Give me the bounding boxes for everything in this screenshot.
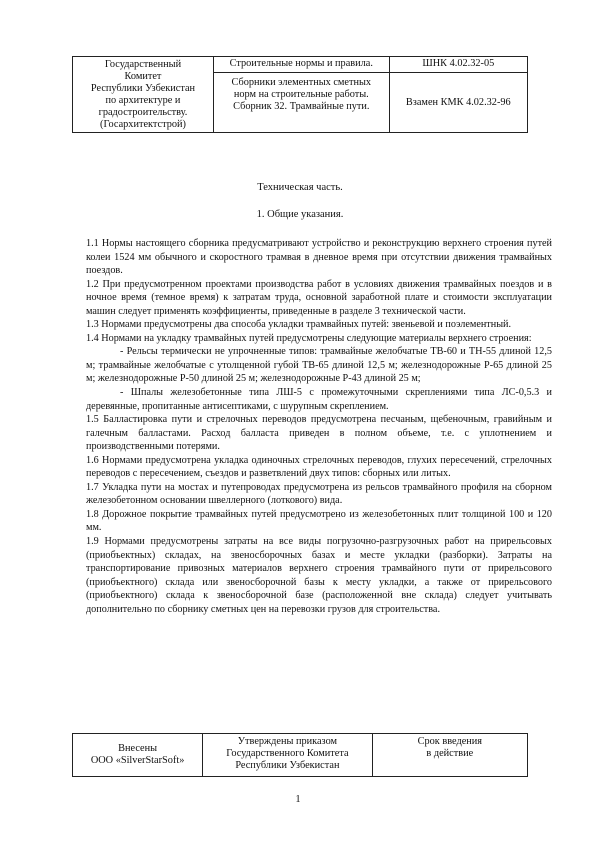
collection-cell xyxy=(213,73,389,133)
paragraph: 1.2 При предусмотренном проектами производства работ в условиях движения трамвайных поездов и в ночное время (темное время) к затратам труда, основной заработной плате и стоимости эксплуатации машин следует применять коэффициенты, приведенные в разделе 3 технической части. xyxy=(86,278,552,317)
effective-line: в действие xyxy=(426,748,474,759)
authority-line: градостроительству. xyxy=(98,107,188,118)
paragraph: 1.4 Нормами на укладку трамвайных путей предусмотрены следующие материалы верхнего строения: xyxy=(86,332,532,344)
header-table xyxy=(72,56,528,133)
introduced-line: ООО «SilverStarSoft» xyxy=(90,755,185,766)
paragraph: 1.6 Нормами предусмотрена укладка одиночных стрелочных переводов, глухих пересечений, стрелочных переводов с пересечением, съездов и разветвлений двух типов: сборных или литых. xyxy=(86,454,552,480)
introduced-cell xyxy=(73,734,203,777)
section-title: Техническая часть. xyxy=(257,182,343,193)
footer-table xyxy=(72,733,528,777)
paragraph: 1.5 Балластировка пути и стрелочных переводов предусмотрена песчаным, щебеночным, гравийным и галечным балластами. Расход балласта приведен в полном объеме, т.е. с уплотнением и производственными потерями. xyxy=(86,414,552,453)
subsection-title: 1. Общие указания. xyxy=(256,209,344,220)
approved-line: Утверждены приказом xyxy=(237,736,338,747)
authority-line: Комитет xyxy=(124,71,162,82)
replaces-cell: Взамен КМК 4.02.32-96 xyxy=(389,73,527,133)
introduced-line: Внесены xyxy=(118,743,158,754)
effective-line: Срок введения xyxy=(417,736,483,747)
paragraph: 1.9 Нормами предусмотрены затраты на все виды погрузочно-разгрузочных работ на прирельсовых (приобъектных) складах, на звеносборочных базах и месте укладки (разборки). Затраты на транспортирование привозных материалов верхнего строения трамвайного пути от прирельсового (приобъектного) склада или звеносборочной базы к месту укладки, а также от прирельсового (приобъектного) склада к звеносборочной базе (расположенной вне склада) следует учитывать дополнительно по сборнику сметных цен на перевозки грузов для строительства. xyxy=(86,536,552,615)
authority-line: Государственный xyxy=(104,59,182,70)
paragraph: 1.3 Нормами предусмотрены два способа укладки трамвайных путей: звеньевой и поэлементный. xyxy=(86,319,512,331)
body-text xyxy=(86,237,552,616)
list-paragraph: - Шпалы железобетонные типа ЛШ-5 с промежуточными скреплениями типа ЛС-0,5.3 и деревянные, пропитанные антисептиками, с шурупным скреплением. xyxy=(86,387,552,412)
approved-line: Государственного Комитета xyxy=(226,748,349,759)
collection-line: Сборники элементных сметных xyxy=(231,77,372,88)
collection-line: норм на строительные работы. xyxy=(233,89,369,100)
authority-line: Республики Узбекистан xyxy=(90,83,196,94)
paragraph: 1.8 Дорожное покрытие трамвайных путей предусмотрено из железобетонных плит толщиной 100 и 120 мм. xyxy=(86,508,552,534)
list-paragraph: - Рельсы термически не упрочненные типов: трамвайные желобчатые ТВ-60 и ТН-55 длиной 12,5 м; трамвайные желобчатые с утолщенной губой ТВ-65 длиной 12,5 м; железнодорожные Р-65 длиной 25 м; железнодорожные Р-50 длиной 25 м; железнодорожные Р-43 длиной 25 м; xyxy=(86,346,552,385)
authority-line: (Госархитектстрой) xyxy=(100,119,186,130)
page-number: 1 xyxy=(295,794,301,805)
paragraph: 1.7 Укладка пути на мостах и путепроводах предусмотрена из рельсов трамвайного профиля на сборном железобетонном основании швеллерного (лоткового) вида. xyxy=(86,481,552,507)
norms-title-cell: Строительные нормы и правила. xyxy=(213,57,389,73)
authority-cell xyxy=(73,57,214,133)
approved-line: Республики Узбекистан xyxy=(235,760,340,771)
collection-line: Сборник 32. Трамвайные пути. xyxy=(233,101,370,112)
authority-line: по архитектуре и xyxy=(105,95,181,106)
code-cell: ШНК 4.02.32-05 xyxy=(389,57,527,73)
paragraph: 1.1 Нормы настоящего сборника предусматривают устройство и реконструкцию верхнего строения путей колеи 1524 мм обычного и скоростного трамвая в дневное время при отсутствии движения трамвайных поездов. xyxy=(86,238,552,277)
approved-cell xyxy=(203,734,372,777)
effective-date-cell xyxy=(372,734,527,777)
